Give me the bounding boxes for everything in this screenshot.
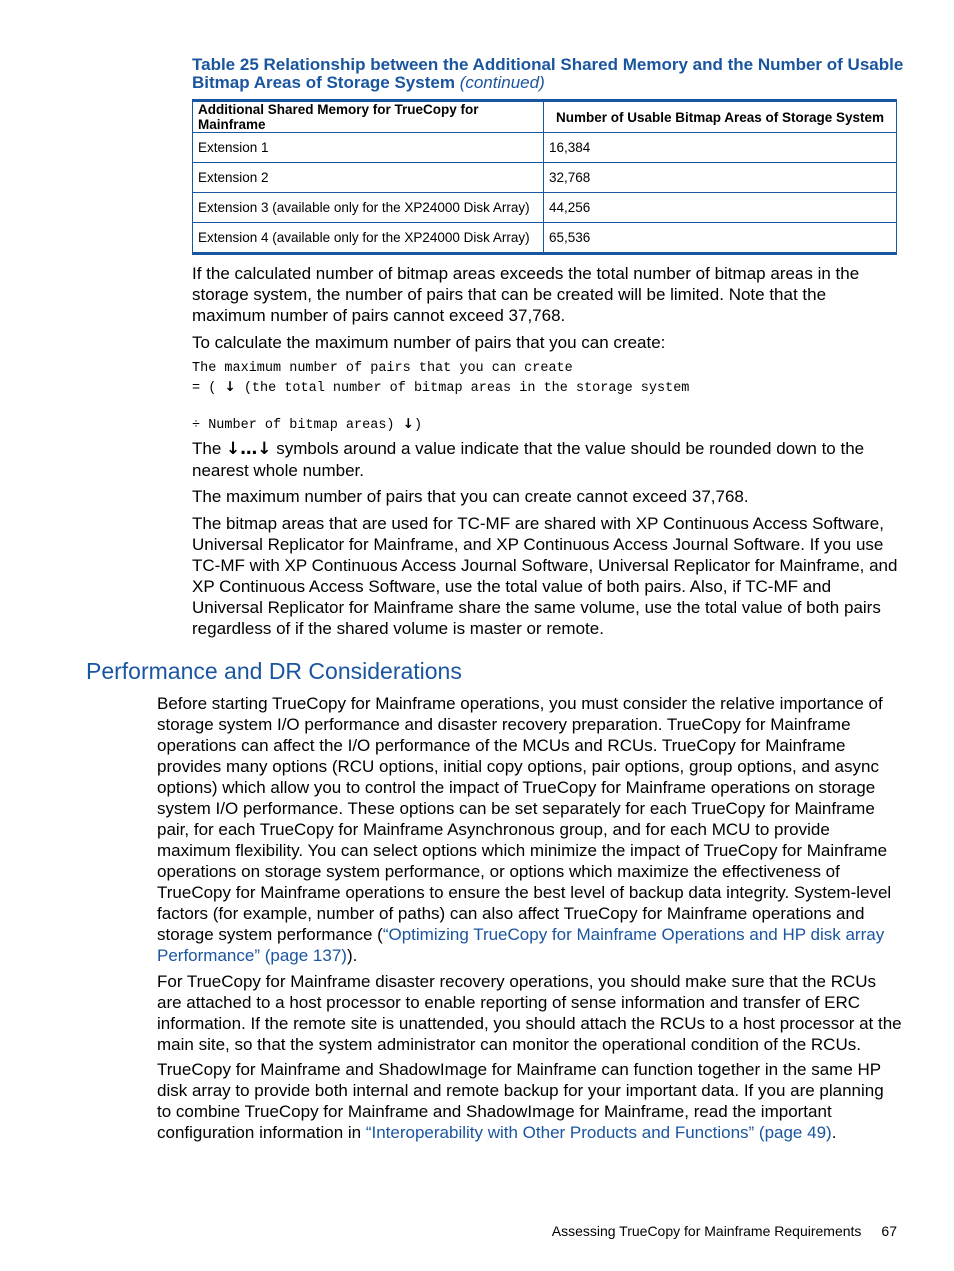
formula-line-1: The maximum number of pairs that you can create [192, 361, 573, 376]
footer-section-title: Assessing TrueCopy for Mainframe Requirements [551, 1223, 862, 1239]
paragraph-shared-bitmap: The bitmap areas that are used for TC-MF are shared with XP Continuous Access Software, Universal Replicator for Mainframe, and XP Continuous Access Journal Software. If you use TC-MF with XP Continuous Access Journal Software, Universal Replicator for Mainframe, and XP Continuous Access Software, use the total value of both pairs. Also, if TC-MF and Universal Replicator for Mainframe share the same volume, use the total value of both pairs regardless of if the shared volume is master or remote. [192, 514, 898, 638]
performance-text: Before starting TrueCopy for Mainframe operations, you must consider the relative importance of storage system I/O performance and disaster recovery preparation. TrueCopy for Mainframe operations can affect the I/O performance of the MCUs and RCUs. TrueCopy for Mainframe provides many options (RCU options, initial copy options, pair options, group options, and async options) which allow you to control the impact of TrueCopy for Mainframe operations on storage system I/O performance. These options can be set separately for each TrueCopy for Mainframe pair, for each TrueCopy for Mainframe Asynchronous group, and for each MCU to provide maximum flexibility. You can select options which minimize the impact of TrueCopy for Mainframe operations on storage system performance, or options which maximize the effectiveness of TrueCopy for Mainframe operations to ensure the best level of backup data integrity. System-level factors (for example, number of paths) can also affect TrueCopy for Mainframe operations and storage system performance ( [157, 694, 892, 944]
shadowimage-end: . [831, 1123, 837, 1142]
paragraph-disaster-recovery: For TrueCopy for Mainframe disaster recovery operations, you should make sure that the RCUs are attached to a host processor to enable reporting of sense information and transfer of ERC information. If the remote site is unattended, you should attach the RCUs to a host processor at the main site, so that the system administrator can monitor the operational condition of the RCUs. [157, 972, 902, 1054]
shadowimage-text: TrueCopy for Mainframe and ShadowImage for Mainframe can function together in the same HP disk array to provide both internal and remote backup for your important data. If you are planning to combine TrueCopy for Mainframe and ShadowImage for Mainframe, read the important configuration information in [157, 1060, 884, 1142]
table-caption-continued: (continued) [459, 73, 545, 92]
table-cell: Extension 3 (available only for the XP24000 Disk Array) [193, 193, 544, 223]
column-header-shared-memory: Additional Shared Memory for TrueCopy for Mainframe [193, 101, 544, 133]
formula-line-3 [192, 415, 892, 435]
paragraph-shadowimage [157, 1059, 902, 1143]
table-caption-title: Table 25 Relationship between the Additional Shared Memory and the Number of Usable Bitmap Areas of Storage System [192, 55, 904, 92]
round-down-arrow-icon: ↓ [402, 416, 414, 432]
table-row [193, 133, 897, 163]
performance-end: ). [346, 946, 358, 965]
table-cell: 16,384 [544, 133, 897, 163]
rounding-text: symbols around a value indicate that the value should be rounded down to the nearest whole number. [192, 439, 865, 480]
table-caption [192, 56, 912, 92]
paragraph-rounding [192, 438, 902, 481]
column-header-bitmap-areas: Number of Usable Bitmap Areas of Storage System [544, 101, 897, 133]
bitmap-areas-table [192, 99, 897, 255]
optimizing-performance-link[interactable]: “Optimizing TrueCopy for Mainframe Operations and HP disk array Performance” (page 137) [157, 925, 885, 965]
page-footer [400, 1222, 897, 1240]
paragraph-max-pairs: The maximum number of pairs that you can create cannot exceed 37,768. [192, 487, 749, 506]
formula-text: (the total number of bitmap areas in the storage system [235, 381, 690, 396]
round-down-arrow-icon: ↓ [224, 379, 236, 395]
interoperability-link[interactable]: “Interoperability with Other Products and Functions” (page 49) [365, 1123, 832, 1142]
formula-suffix: ) [413, 418, 423, 433]
table-cell: 44,256 [544, 193, 897, 223]
table-cell: Extension 2 [193, 163, 544, 193]
table-cell: Extension 4 (available only for the XP24000 Disk Array) [193, 223, 544, 254]
round-down-symbol: ↓…↓ [226, 439, 272, 459]
table-row [193, 193, 897, 223]
formula-line-2 [192, 378, 892, 398]
paragraph-bitmap-limit: If the calculated number of bitmap areas exceeds the total number of bitmap areas in the storage system, the number of pairs that can be created will be limited. Note that the maximum number of pairs cannot exceed 37,768. [192, 264, 860, 325]
table-cell: Extension 1 [193, 133, 544, 163]
section-heading: Performance and DR Considerations [86, 658, 462, 684]
paragraph-performance [157, 693, 902, 966]
table-cell: 65,536 [544, 223, 897, 254]
table-cell: 32,768 [544, 163, 897, 193]
rounding-prefix: The [192, 439, 227, 458]
paragraph-calc-intro: To calculate the maximum number of pairs that you can create: [192, 333, 666, 352]
table-row [193, 223, 897, 254]
formula-prefix: = ( [192, 381, 225, 396]
divide-symbol: ÷ [192, 418, 209, 433]
table-row [193, 163, 897, 193]
page-number: 67 [881, 1223, 897, 1239]
table-header-row [193, 101, 897, 133]
formula-text: Number of bitmap areas) [208, 418, 403, 433]
